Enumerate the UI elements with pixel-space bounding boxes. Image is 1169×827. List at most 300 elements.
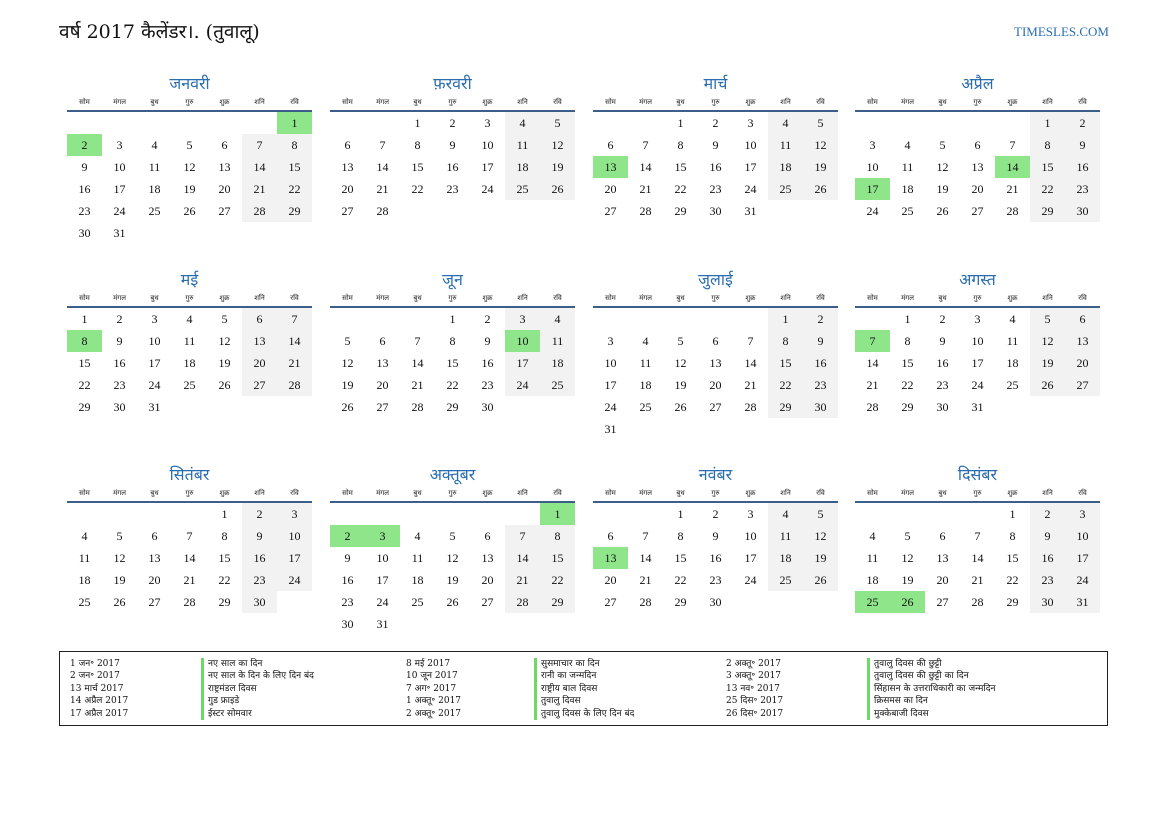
day-cell[interactable]: 17 [376, 573, 389, 587]
day-cell[interactable]: 18 [639, 378, 652, 392]
day-cell[interactable]: 11 [411, 551, 424, 565]
day-cell[interactable]: 21 [411, 378, 424, 392]
day-cell[interactable]: 17 [604, 378, 617, 392]
day-cell[interactable]: 25 [768, 178, 803, 200]
day-cell[interactable]: 4 [642, 334, 649, 348]
day-cell[interactable]: 4 [768, 503, 803, 525]
day-cell[interactable]: 25 [148, 204, 161, 218]
day-cell[interactable]: 12 [113, 551, 126, 565]
day-cell[interactable]: 20 [242, 352, 277, 374]
day-cell[interactable]: 13 [376, 356, 389, 370]
day-cell[interactable]: 3 [747, 507, 754, 521]
day-cell[interactable]: 26 [936, 204, 949, 218]
day-cell[interactable]: 1 [540, 503, 575, 525]
day-cell[interactable]: 26 [803, 569, 838, 591]
day-cell[interactable]: 18 [768, 156, 803, 178]
day-cell[interactable]: 17 [744, 551, 757, 565]
day-cell[interactable]: 13 [971, 160, 984, 174]
day-cell[interactable]: 19 [803, 547, 838, 569]
day-cell[interactable]: 26 [218, 378, 231, 392]
day-cell[interactable]: 25 [505, 178, 540, 200]
day-cell[interactable]: 22 [411, 182, 424, 196]
day-cell[interactable]: 16 [242, 547, 277, 569]
day-cell[interactable]: 21 [866, 378, 879, 392]
day-cell[interactable]: 14 [411, 356, 424, 370]
day-cell[interactable]: 19 [803, 156, 838, 178]
day-cell[interactable]: 30 [936, 400, 949, 414]
day-cell[interactable]: 4 [186, 312, 193, 326]
day-cell[interactable]: 10 [113, 160, 126, 174]
day-cell[interactable]: 6 [939, 529, 946, 543]
day-cell[interactable]: 8 [414, 138, 421, 152]
day-cell[interactable]: 20 [218, 182, 231, 196]
day-cell[interactable]: 2 [1030, 503, 1065, 525]
day-cell[interactable]: 7 [855, 330, 890, 352]
day-cell[interactable]: 24 [148, 378, 161, 392]
day-cell[interactable]: 5 [449, 529, 456, 543]
day-cell[interactable]: 4 [768, 112, 803, 134]
day-cell[interactable]: 9 [1065, 134, 1100, 156]
day-cell[interactable]: 23 [113, 378, 126, 392]
day-cell[interactable]: 31 [376, 617, 389, 631]
day-cell[interactable]: 25 [768, 569, 803, 591]
day-cell[interactable]: 11 [639, 356, 652, 370]
day-cell[interactable]: 12 [540, 134, 575, 156]
day-cell[interactable]: 27 [604, 595, 617, 609]
day-cell[interactable]: 22 [768, 374, 803, 396]
day-cell[interactable]: 30 [242, 591, 277, 613]
day-cell[interactable]: 19 [218, 356, 231, 370]
day-cell[interactable]: 24 [971, 378, 984, 392]
day-cell[interactable]: 28 [277, 374, 312, 396]
day-cell[interactable]: 23 [78, 204, 91, 218]
day-cell[interactable]: 14 [376, 160, 389, 174]
day-cell[interactable]: 22 [674, 573, 687, 587]
day-cell[interactable]: 18 [505, 156, 540, 178]
day-cell[interactable]: 12 [446, 551, 459, 565]
day-cell[interactable]: 3 [505, 308, 540, 330]
day-cell[interactable]: 15 [768, 352, 803, 374]
day-cell[interactable]: 20 [376, 378, 389, 392]
day-cell[interactable]: 26 [341, 400, 354, 414]
day-cell[interactable]: 22 [1030, 178, 1065, 200]
day-cell[interactable]: 21 [639, 182, 652, 196]
day-cell[interactable]: 27 [709, 400, 722, 414]
day-cell[interactable]: 1 [414, 116, 421, 130]
day-cell[interactable]: 28 [376, 204, 389, 218]
day-cell[interactable]: 13 [593, 547, 628, 569]
day-cell[interactable]: 15 [674, 551, 687, 565]
day-cell[interactable]: 5 [939, 138, 946, 152]
day-cell[interactable]: 5 [803, 112, 838, 134]
day-cell[interactable]: 30 [1030, 591, 1065, 613]
day-cell[interactable]: 11 [768, 525, 803, 547]
day-cell[interactable]: 10 [148, 334, 161, 348]
day-cell[interactable]: 30 [1065, 200, 1100, 222]
day-cell[interactable]: 8 [449, 334, 456, 348]
day-cell[interactable]: 29 [1006, 595, 1019, 609]
day-cell[interactable]: 20 [341, 182, 354, 196]
day-cell[interactable]: 2 [330, 525, 365, 547]
day-cell[interactable]: 6 [974, 138, 981, 152]
day-cell[interactable]: 2 [803, 308, 838, 330]
day-cell[interactable]: 4 [505, 112, 540, 134]
day-cell[interactable]: 23 [803, 374, 838, 396]
day-cell[interactable]: 25 [1006, 378, 1019, 392]
day-cell[interactable]: 6 [712, 334, 719, 348]
day-cell[interactable]: 22 [78, 378, 91, 392]
day-cell[interactable]: 29 [446, 400, 459, 414]
day-cell[interactable]: 26 [674, 400, 687, 414]
day-cell[interactable]: 31 [971, 400, 984, 414]
day-cell[interactable]: 7 [186, 529, 193, 543]
day-cell[interactable]: 1 [449, 312, 456, 326]
day-cell[interactable]: 5 [116, 529, 123, 543]
day-cell[interactable]: 3 [747, 116, 754, 130]
day-cell[interactable]: 24 [866, 204, 879, 218]
day-cell[interactable]: 2 [67, 134, 102, 156]
day-cell[interactable]: 28 [242, 200, 277, 222]
day-cell[interactable]: 7 [242, 134, 277, 156]
day-cell[interactable]: 5 [904, 529, 911, 543]
day-cell[interactable]: 14 [971, 551, 984, 565]
day-cell[interactable]: 7 [642, 529, 649, 543]
day-cell[interactable]: 29 [674, 595, 687, 609]
day-cell[interactable]: 9 [712, 138, 719, 152]
day-cell[interactable]: 17 [113, 182, 126, 196]
day-cell[interactable]: 27 [242, 374, 277, 396]
day-cell[interactable]: 13 [1065, 330, 1100, 352]
day-cell[interactable]: 3 [365, 525, 400, 547]
day-cell[interactable]: 4 [1009, 312, 1016, 326]
day-cell[interactable]: 18 [540, 352, 575, 374]
day-cell[interactable]: 14 [639, 551, 652, 565]
day-cell[interactable]: 22 [901, 378, 914, 392]
day-cell[interactable]: 29 [768, 396, 803, 418]
day-cell[interactable]: 24 [604, 400, 617, 414]
day-cell[interactable]: 30 [78, 226, 91, 240]
day-cell[interactable]: 14 [242, 156, 277, 178]
day-cell[interactable]: 5 [1030, 308, 1065, 330]
day-cell[interactable]: 18 [78, 573, 91, 587]
day-cell[interactable]: 20 [1065, 352, 1100, 374]
day-cell[interactable]: 23 [446, 182, 459, 196]
day-cell[interactable]: 6 [242, 308, 277, 330]
day-cell[interactable]: 26 [890, 591, 925, 613]
day-cell[interactable]: 18 [411, 573, 424, 587]
day-cell[interactable]: 24 [744, 573, 757, 587]
day-cell[interactable]: 13 [481, 551, 494, 565]
day-cell[interactable]: 28 [971, 595, 984, 609]
day-cell[interactable]: 29 [901, 400, 914, 414]
day-cell[interactable]: 24 [481, 182, 494, 196]
day-cell[interactable]: 8 [677, 529, 684, 543]
day-cell[interactable]: 1 [904, 312, 911, 326]
day-cell[interactable]: 25 [78, 595, 91, 609]
day-cell[interactable]: 29 [277, 200, 312, 222]
day-cell[interactable]: 18 [183, 356, 196, 370]
day-cell[interactable]: 27 [376, 400, 389, 414]
day-cell[interactable]: 17 [744, 160, 757, 174]
site-link[interactable]: TIMESLES.COM [1014, 24, 1109, 39]
day-cell[interactable]: 1 [221, 507, 228, 521]
day-cell[interactable]: 21 [744, 378, 757, 392]
day-cell[interactable]: 12 [218, 334, 231, 348]
day-cell[interactable]: 24 [113, 204, 126, 218]
day-cell[interactable]: 28 [505, 591, 540, 613]
day-cell[interactable]: 14 [505, 547, 540, 569]
day-cell[interactable]: 10 [505, 330, 540, 352]
day-cell[interactable]: 1 [1009, 507, 1016, 521]
day-cell[interactable]: 9 [712, 529, 719, 543]
day-cell[interactable]: 16 [803, 352, 838, 374]
day-cell[interactable]: 19 [901, 573, 914, 587]
day-cell[interactable]: 9 [484, 334, 491, 348]
day-cell[interactable]: 9 [344, 551, 351, 565]
day-cell[interactable]: 19 [674, 378, 687, 392]
day-cell[interactable]: 10 [604, 356, 617, 370]
day-cell[interactable]: 8 [904, 334, 911, 348]
day-cell[interactable]: 15 [1006, 551, 1019, 565]
day-cell[interactable]: 30 [709, 595, 722, 609]
day-cell[interactable]: 10 [277, 525, 312, 547]
day-cell[interactable]: 8 [1030, 134, 1065, 156]
day-cell[interactable]: 23 [1065, 178, 1100, 200]
day-cell[interactable]: 28 [639, 595, 652, 609]
day-cell[interactable]: 3 [116, 138, 123, 152]
day-cell[interactable]: 13 [148, 551, 161, 565]
day-cell[interactable]: 23 [709, 573, 722, 587]
day-cell[interactable]: 18 [901, 182, 914, 196]
day-cell[interactable]: 4 [81, 529, 88, 543]
day-cell[interactable]: 3 [151, 312, 158, 326]
day-cell[interactable]: 20 [148, 573, 161, 587]
day-cell[interactable]: 1 [677, 116, 684, 130]
day-cell[interactable]: 8 [768, 330, 803, 352]
day-cell[interactable]: 4 [869, 529, 876, 543]
day-cell[interactable]: 10 [1065, 525, 1100, 547]
day-cell[interactable]: 6 [221, 138, 228, 152]
day-cell[interactable]: 5 [186, 138, 193, 152]
day-cell[interactable]: 15 [78, 356, 91, 370]
day-cell[interactable]: 11 [505, 134, 540, 156]
day-cell[interactable]: 12 [183, 160, 196, 174]
day-cell[interactable]: 30 [709, 204, 722, 218]
day-cell[interactable]: 2 [116, 312, 123, 326]
day-cell[interactable]: 31 [148, 400, 161, 414]
day-cell[interactable]: 23 [709, 182, 722, 196]
day-cell[interactable]: 3 [869, 138, 876, 152]
day-cell[interactable]: 3 [607, 334, 614, 348]
day-cell[interactable]: 16 [1065, 156, 1100, 178]
day-cell[interactable]: 7 [379, 138, 386, 152]
day-cell[interactable]: 6 [1065, 308, 1100, 330]
day-cell[interactable]: 10 [744, 529, 757, 543]
day-cell[interactable]: 12 [1030, 330, 1065, 352]
day-cell[interactable]: 9 [1030, 525, 1065, 547]
day-cell[interactable]: 14 [995, 156, 1030, 178]
day-cell[interactable]: 15 [1030, 156, 1065, 178]
day-cell[interactable]: 23 [341, 595, 354, 609]
day-cell[interactable]: 30 [113, 400, 126, 414]
day-cell[interactable]: 31 [744, 204, 757, 218]
day-cell[interactable]: 3 [974, 312, 981, 326]
day-cell[interactable]: 15 [540, 547, 575, 569]
day-cell[interactable]: 13 [593, 156, 628, 178]
day-cell[interactable]: 1 [768, 308, 803, 330]
day-cell[interactable]: 8 [677, 138, 684, 152]
day-cell[interactable]: 18 [148, 182, 161, 196]
day-cell[interactable]: 20 [936, 573, 949, 587]
day-cell[interactable]: 21 [183, 573, 196, 587]
day-cell[interactable]: 23 [936, 378, 949, 392]
day-cell[interactable]: 2 [1065, 112, 1100, 134]
day-cell[interactable]: 15 [411, 160, 424, 174]
day-cell[interactable]: 8 [277, 134, 312, 156]
day-cell[interactable]: 13 [341, 160, 354, 174]
day-cell[interactable]: 21 [639, 573, 652, 587]
day-cell[interactable]: 27 [971, 204, 984, 218]
day-cell[interactable]: 16 [341, 573, 354, 587]
day-cell[interactable]: 3 [277, 503, 312, 525]
day-cell[interactable]: 21 [376, 182, 389, 196]
day-cell[interactable]: 21 [505, 569, 540, 591]
day-cell[interactable]: 19 [341, 378, 354, 392]
day-cell[interactable]: 28 [639, 204, 652, 218]
day-cell[interactable]: 7 [414, 334, 421, 348]
day-cell[interactable]: 31 [113, 226, 126, 240]
day-cell[interactable]: 10 [481, 138, 494, 152]
day-cell[interactable]: 21 [971, 573, 984, 587]
day-cell[interactable]: 19 [540, 156, 575, 178]
day-cell[interactable]: 19 [936, 182, 949, 196]
day-cell[interactable]: 6 [379, 334, 386, 348]
day-cell[interactable]: 16 [1030, 547, 1065, 569]
day-cell[interactable]: 24 [277, 569, 312, 591]
day-cell[interactable]: 17 [481, 160, 494, 174]
day-cell[interactable]: 17 [277, 547, 312, 569]
day-cell[interactable]: 7 [974, 529, 981, 543]
day-cell[interactable]: 21 [242, 178, 277, 200]
day-cell[interactable]: 7 [747, 334, 754, 348]
day-cell[interactable]: 22 [446, 378, 459, 392]
day-cell[interactable]: 2 [449, 116, 456, 130]
day-cell[interactable]: 9 [939, 334, 946, 348]
day-cell[interactable]: 29 [674, 204, 687, 218]
day-cell[interactable]: 20 [709, 378, 722, 392]
day-cell[interactable]: 7 [1009, 138, 1016, 152]
day-cell[interactable]: 6 [607, 529, 614, 543]
day-cell[interactable]: 11 [768, 134, 803, 156]
day-cell[interactable]: 31 [604, 422, 617, 436]
day-cell[interactable]: 30 [481, 400, 494, 414]
day-cell[interactable]: 11 [1006, 334, 1019, 348]
day-cell[interactable]: 5 [540, 112, 575, 134]
day-cell[interactable]: 20 [604, 573, 617, 587]
day-cell[interactable]: 19 [113, 573, 126, 587]
day-cell[interactable]: 17 [148, 356, 161, 370]
day-cell[interactable]: 12 [936, 160, 949, 174]
day-cell[interactable]: 6 [607, 138, 614, 152]
day-cell[interactable]: 9 [116, 334, 123, 348]
day-cell[interactable]: 23 [242, 569, 277, 591]
day-cell[interactable]: 22 [277, 178, 312, 200]
day-cell[interactable]: 18 [768, 547, 803, 569]
day-cell[interactable]: 14 [277, 330, 312, 352]
day-cell[interactable]: 14 [866, 356, 879, 370]
day-cell[interactable]: 11 [183, 334, 196, 348]
day-cell[interactable]: 23 [481, 378, 494, 392]
day-cell[interactable]: 20 [971, 182, 984, 196]
day-cell[interactable]: 25 [183, 378, 196, 392]
day-cell[interactable]: 25 [639, 400, 652, 414]
day-cell[interactable]: 2 [939, 312, 946, 326]
day-cell[interactable]: 11 [866, 551, 879, 565]
day-cell[interactable]: 22 [540, 569, 575, 591]
day-cell[interactable]: 24 [1065, 569, 1100, 591]
day-cell[interactable]: 26 [803, 178, 838, 200]
day-cell[interactable]: 30 [803, 396, 838, 418]
day-cell[interactable]: 28 [1006, 204, 1019, 218]
day-cell[interactable]: 8 [540, 525, 575, 547]
day-cell[interactable]: 29 [540, 591, 575, 613]
day-cell[interactable]: 18 [1006, 356, 1019, 370]
day-cell[interactable]: 25 [855, 591, 890, 613]
day-cell[interactable]: 12 [901, 551, 914, 565]
day-cell[interactable]: 27 [936, 595, 949, 609]
day-cell[interactable]: 17 [1065, 547, 1100, 569]
day-cell[interactable]: 24 [505, 374, 540, 396]
day-cell[interactable]: 27 [341, 204, 354, 218]
day-cell[interactable]: 4 [151, 138, 158, 152]
day-cell[interactable]: 3 [484, 116, 491, 130]
day-cell[interactable]: 1 [81, 312, 88, 326]
day-cell[interactable]: 26 [1030, 374, 1065, 396]
day-cell[interactable]: 28 [183, 595, 196, 609]
day-cell[interactable]: 10 [744, 138, 757, 152]
day-cell[interactable]: 18 [866, 573, 879, 587]
day-cell[interactable]: 14 [744, 356, 757, 370]
day-cell[interactable]: 7 [277, 308, 312, 330]
day-cell[interactable]: 1 [677, 507, 684, 521]
day-cell[interactable]: 17 [505, 352, 540, 374]
day-cell[interactable]: 14 [639, 160, 652, 174]
day-cell[interactable]: 1 [277, 112, 312, 134]
day-cell[interactable]: 7 [642, 138, 649, 152]
day-cell[interactable]: 12 [341, 356, 354, 370]
day-cell[interactable]: 19 [183, 182, 196, 196]
day-cell[interactable]: 26 [113, 595, 126, 609]
day-cell[interactable]: 9 [803, 330, 838, 352]
day-cell[interactable]: 16 [481, 356, 494, 370]
day-cell[interactable]: 6 [344, 138, 351, 152]
day-cell[interactable]: 28 [411, 400, 424, 414]
day-cell[interactable]: 11 [540, 330, 575, 352]
day-cell[interactable]: 25 [411, 595, 424, 609]
day-cell[interactable]: 23 [1030, 569, 1065, 591]
day-cell[interactable]: 22 [674, 182, 687, 196]
day-cell[interactable]: 4 [540, 308, 575, 330]
day-cell[interactable]: 29 [218, 595, 231, 609]
day-cell[interactable]: 30 [341, 617, 354, 631]
day-cell[interactable]: 12 [674, 356, 687, 370]
day-cell[interactable]: 20 [604, 182, 617, 196]
day-cell[interactable]: 16 [709, 551, 722, 565]
day-cell[interactable]: 14 [183, 551, 196, 565]
day-cell[interactable]: 15 [674, 160, 687, 174]
day-cell[interactable]: 28 [866, 400, 879, 414]
day-cell[interactable]: 27 [1065, 374, 1100, 396]
